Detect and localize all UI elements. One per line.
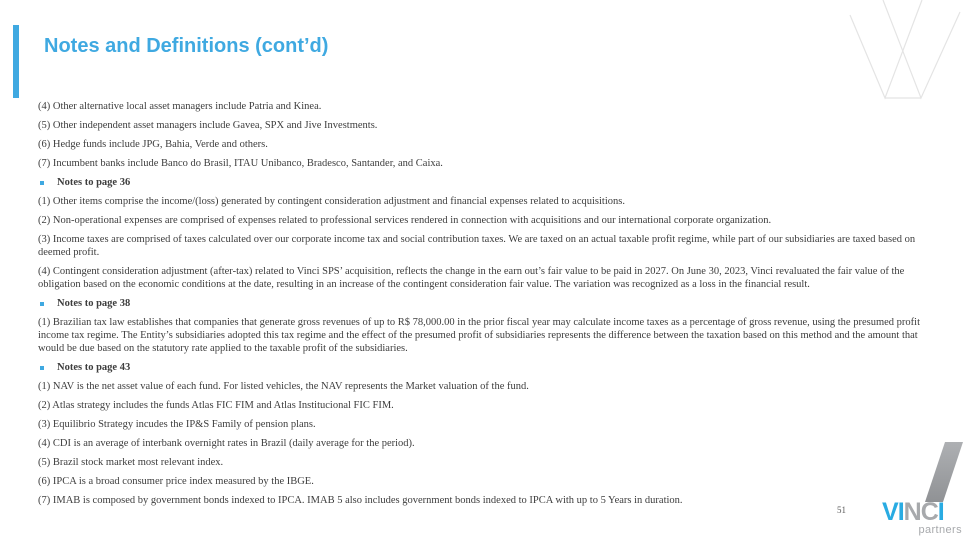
logo-letter: I — [937, 498, 944, 526]
section-header-label: Notes to page 43 — [57, 362, 131, 373]
page-number: 51 — [837, 505, 846, 515]
note-item: (7) Incumbent banks include Banco do Brasil, ITAU Unibanco, Bradesco, Santander, and Caixa. — [38, 158, 443, 169]
note-item: (4) CDI is an average of interbank overnight rates in Brazil (daily average for the period). — [38, 438, 415, 449]
vinci-watermark-icon — [845, 0, 970, 104]
section-header-label: Notes to page 38 — [57, 298, 131, 309]
note-item: (6) Hedge funds include JPG, Bahia, Verde and others. — [38, 139, 268, 150]
notes-body — [38, 100, 936, 513]
logo-letter: C — [920, 498, 938, 526]
note-item: (4) Other alternative local asset managers include Patria and Kinea. — [38, 101, 322, 112]
note-item: (6) IPCA is a broad consumer price index measured by the IBGE. — [38, 476, 314, 487]
note-item: (4) Contingent consideration adjustment (after-tax) related to Vinci SPS’ acquisition, reflects the change in the earn out’s fair value to be paid in 2027. On June 30, 2023, Vinci revaluated the fair value of the obligation based on the economic conditions at the date, resulting in an increase of the contingent consideration fair value. The variation was recognized as a loss in the financial result. — [38, 266, 905, 290]
page-title: Notes and Definitions (cont’d) — [44, 35, 329, 57]
title-accent-bar — [13, 25, 19, 98]
vinci-logo — [882, 500, 944, 525]
logo-subtext: partners — [918, 524, 962, 536]
note-item: (2) Non-operational expenses are comprised of expenses related to professional services rendered in connection with acquisitions and our international corporate organization. — [38, 215, 772, 226]
note-item: (3) Equilibrio Strategy incudes the IP&S Family of pension plans. — [38, 419, 316, 430]
logo-letter: I — [897, 498, 904, 526]
logo-slash-icon — [920, 440, 970, 504]
logo-letter: V — [882, 498, 898, 526]
notes-section-header-page-38 — [38, 297, 936, 310]
note-item: (1) Other items comprise the income/(loss) generated by contingent consideration adjustment and financial expenses related to acquisitions. — [38, 196, 625, 207]
bullet-square-icon — [40, 302, 44, 306]
note-item: (1) Brazilian tax law establishes that companies that generate gross revenues of up to R$ 78,000.00 in the prior fiscal year may calculate income taxes as a percentage of gross revenue, using the presumed profit income tax regime. The Entity’s subsidiaries adopted this tax regime and the effect of the presumed profit of subsidiaries represents the difference between the taxation based on this method and the amount that would be due based on the statutory rate applied to the taxable profit of the subsidiaries. — [38, 317, 920, 354]
bullet-square-icon — [40, 181, 44, 185]
logo-letter: N — [903, 498, 921, 526]
bullet-square-icon — [40, 366, 44, 370]
notes-section-header-page-43 — [38, 361, 936, 374]
note-item: (7) IMAB is composed by government bonds indexed to IPCA. IMAB 5 also includes government bonds indexed to IPCA with up to 5 Years in duration. — [38, 495, 683, 506]
note-item: (5) Other independent asset managers include Gavea, SPX and Jive Investments. — [38, 120, 378, 131]
note-item: (5) Brazil stock market most relevant index. — [38, 457, 224, 468]
note-item: (1) NAV is the net asset value of each fund. For listed vehicles, the NAV represents the Market valuation of the fund. — [38, 381, 529, 392]
note-item: (2) Atlas strategy includes the funds Atlas FIC FIM and Atlas Institucional FIC FIM. — [38, 400, 394, 411]
note-item: (3) Income taxes are comprised of taxes calculated over our corporate income tax and social contribution taxes. We are taxed on an actual taxable profit regime, while part of our subsidiaries are taxed based on deemed profit. — [38, 234, 916, 258]
notes-section-header-page-36 — [38, 176, 936, 189]
section-header-label: Notes to page 36 — [57, 177, 131, 188]
